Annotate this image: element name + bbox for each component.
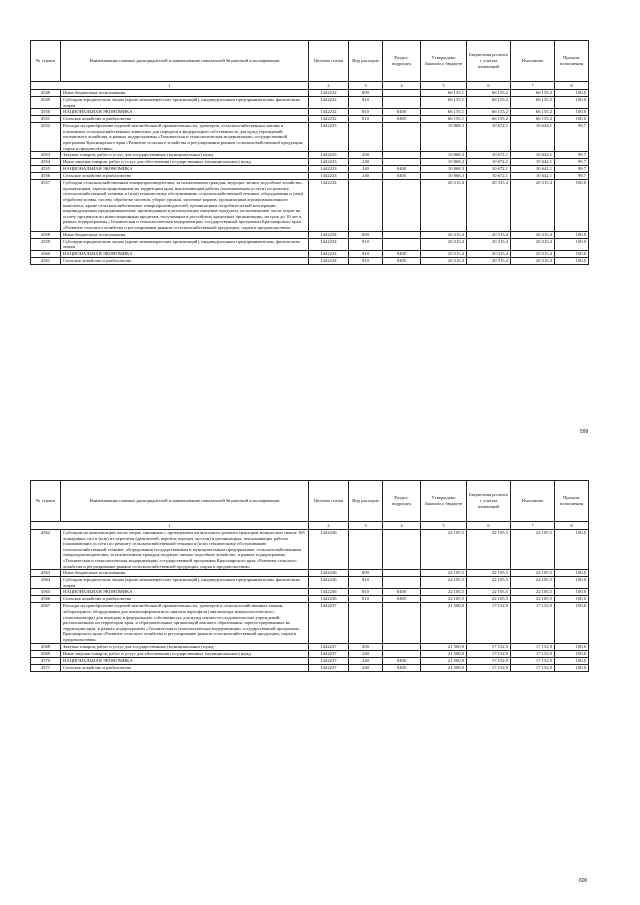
budget-list-cell: 22 105,5 xyxy=(467,596,511,603)
budget-list-cell: 66 155,2 xyxy=(467,116,511,123)
budget-list-cell: 20 315,4 xyxy=(467,231,511,238)
section-cell xyxy=(383,530,421,570)
name-cell: Субсидии юридическим лицам (кроме некоммерческих организаций), индивидуальным предпринимателям, физическим лицам xyxy=(61,97,309,109)
percent-cell: 100,0 xyxy=(555,180,589,231)
table-row xyxy=(31,173,589,180)
row-number-cell: 4562 xyxy=(31,530,61,570)
expense-type-cell: 810 xyxy=(349,250,383,257)
expense-type-cell: 240 xyxy=(349,650,383,657)
expense-type-cell: 800 xyxy=(349,231,383,238)
target-article-cell: 1442236 xyxy=(309,530,349,570)
approved-cell: 20 315,4 xyxy=(421,250,467,257)
name-cell: Иные бюджетные ассигнования xyxy=(61,231,309,238)
column-number: 3 xyxy=(349,82,383,90)
header-budget-list: Бюджетная роспись с учетом изменений xyxy=(467,481,511,522)
percent-cell: 100,0 xyxy=(555,238,589,250)
expense-type-cell xyxy=(349,603,383,643)
row-number-cell: 4551 xyxy=(31,116,61,123)
executed-cell: 10 642,1 xyxy=(511,173,555,180)
target-article-cell: 1442236 xyxy=(309,596,349,603)
budget-list-cell: 66 155,2 xyxy=(467,90,511,97)
column-number: 1 xyxy=(31,522,309,530)
percent-cell: 100,0 xyxy=(555,589,589,596)
table-row xyxy=(31,250,589,257)
section-cell xyxy=(383,123,421,152)
percent-cell: 100,0 xyxy=(555,97,589,109)
name-cell: Сельское хозяйство и рыболовство xyxy=(61,664,309,671)
section-cell xyxy=(383,152,421,159)
column-number: 6 xyxy=(467,82,511,90)
table-row xyxy=(31,650,589,657)
percent-cell: 99,7 xyxy=(555,173,589,180)
name-cell: НАЦИОНАЛЬНАЯ ЭКОНОМИКА xyxy=(61,657,309,664)
executed-cell: 22 105,5 xyxy=(511,577,555,589)
header-section: Раздел, подраздел xyxy=(383,41,421,82)
header-row-number: № строки xyxy=(31,481,61,522)
approved-cell: 22 105,5 xyxy=(421,577,467,589)
approved-cell: 10 868,3 xyxy=(421,152,467,159)
table-row xyxy=(31,570,589,577)
header-executed: Исполнено xyxy=(511,481,555,522)
column-number: 3 xyxy=(349,522,383,530)
name-cell: Сельское хозяйство и рыболовство xyxy=(61,596,309,603)
target-article-cell: 1442233 xyxy=(309,123,349,152)
column-number: 8 xyxy=(555,82,589,90)
section-cell xyxy=(383,570,421,577)
column-number: 7 xyxy=(511,522,555,530)
section-cell xyxy=(383,650,421,657)
header-target-article: Целевая статья xyxy=(309,481,349,522)
column-number: 2 xyxy=(309,82,349,90)
header-percent: Процент исполнения xyxy=(555,481,589,522)
budget-list-cell: 17 152,9 xyxy=(467,664,511,671)
percent-cell: 99,7 xyxy=(555,123,589,152)
column-number: 4 xyxy=(383,522,421,530)
percent-cell: 100,0 xyxy=(555,577,589,589)
budget-list-cell: 10 672,1 xyxy=(467,159,511,166)
executed-cell: 17 152,9 xyxy=(511,657,555,664)
expense-type-cell: 810 xyxy=(349,596,383,603)
target-article-cell: 1442232 xyxy=(309,109,349,116)
column-number: 2 xyxy=(309,522,349,530)
executed-cell: 22 105,5 xyxy=(511,530,555,570)
table-row xyxy=(31,231,589,238)
percent-cell: 100,0 xyxy=(555,530,589,570)
table-row xyxy=(31,152,589,159)
row-number-cell: 4550 xyxy=(31,109,61,116)
approved-cell: 21 500,0 xyxy=(421,603,467,643)
expense-type-cell: 810 xyxy=(349,238,383,250)
target-article-cell: 1442232 xyxy=(309,90,349,97)
percent-cell: 100,0 xyxy=(555,257,589,264)
table-row xyxy=(31,657,589,664)
executed-cell: 22 105,5 xyxy=(511,596,555,603)
table-row xyxy=(31,97,589,109)
table-row xyxy=(31,664,589,671)
percent-cell: 100,0 xyxy=(555,650,589,657)
table-row xyxy=(31,596,589,603)
expense-type-cell: 800 xyxy=(349,570,383,577)
expense-type-cell xyxy=(349,123,383,152)
page-number: 599 xyxy=(580,429,589,435)
expense-type-cell: 810 xyxy=(349,109,383,116)
executed-cell: 20 315,4 xyxy=(511,180,555,231)
budget-list-cell: 10 672,1 xyxy=(467,123,511,152)
target-article-cell: 1442233 xyxy=(309,166,349,173)
section-cell xyxy=(383,90,421,97)
table-row xyxy=(31,577,589,589)
row-number-cell: 4549 xyxy=(31,97,61,109)
target-article-cell: 1442237 xyxy=(309,603,349,643)
row-number-cell: 4565 xyxy=(31,589,61,596)
approved-cell: 10 868,3 xyxy=(421,166,467,173)
page-number: 600 xyxy=(579,878,588,884)
name-cell: НАЦИОНАЛЬНАЯ ЭКОНОМИКА xyxy=(61,166,309,173)
expense-type-cell: 200 xyxy=(349,152,383,159)
header-percent: Процент исполнения xyxy=(555,41,589,82)
percent-cell: 100,0 xyxy=(555,109,589,116)
expense-type-cell: 240 xyxy=(349,173,383,180)
executed-cell: 20 315,4 xyxy=(511,231,555,238)
table-row xyxy=(31,603,589,643)
target-article-cell: 1442236 xyxy=(309,577,349,589)
section-cell: 0405 xyxy=(383,257,421,264)
target-article-cell: 1442233 xyxy=(309,173,349,180)
percent-cell: 100,0 xyxy=(555,90,589,97)
column-numbers-row xyxy=(31,522,589,530)
name-cell: Закупка товаров, работ и услуг для государственных (муниципальных) нужд xyxy=(61,152,309,159)
expense-type-cell: 810 xyxy=(349,97,383,109)
name-cell: Иные закупки товаров, работ и услуг для обеспечения государственных (муниципальных) нужд xyxy=(61,159,309,166)
approved-cell: 20 315,4 xyxy=(421,180,467,231)
expense-type-cell: 240 xyxy=(349,657,383,664)
column-number: 1 xyxy=(31,82,309,90)
expense-type-cell: 800 xyxy=(349,90,383,97)
row-number-cell: 4566 xyxy=(31,596,61,603)
executed-cell: 20 315,4 xyxy=(511,250,555,257)
expense-type-cell: 810 xyxy=(349,589,383,596)
table-row xyxy=(31,643,589,650)
target-article-cell: 1442236 xyxy=(309,589,349,596)
name-cell: Иные закупки товаров, работ и услуг для обеспечения государственных (муниципальных) нужд xyxy=(61,650,309,657)
row-number-cell: 4560 xyxy=(31,250,61,257)
percent-cell: 100,0 xyxy=(555,570,589,577)
row-number-cell: 4548 xyxy=(31,90,61,97)
executed-cell: 17 152,9 xyxy=(511,664,555,671)
executed-cell: 22 105,5 xyxy=(511,570,555,577)
header-name: Наименование главных распорядителей и наименование показателей бюджетной классификации xyxy=(61,481,309,522)
target-article-cell: 1442237 xyxy=(309,643,349,650)
target-article-cell: 1442232 xyxy=(309,116,349,123)
approved-cell: 10 868,3 xyxy=(421,173,467,180)
budget-list-cell: 20 315,4 xyxy=(467,180,511,231)
section-cell: 0405 xyxy=(383,664,421,671)
table-row xyxy=(31,257,589,264)
budget-table-page-600 xyxy=(30,480,588,672)
executed-cell: 20 315,4 xyxy=(511,257,555,264)
expense-type-cell: 200 xyxy=(349,643,383,650)
table-row xyxy=(31,109,589,116)
header-approved: Утверждено Законом о бюджете xyxy=(421,481,467,522)
column-numbers-row xyxy=(31,82,589,90)
budget-list-cell: 17 152,9 xyxy=(467,603,511,643)
name-cell: НАЦИОНАЛЬНАЯ ЭКОНОМИКА xyxy=(61,109,309,116)
section-cell: 0405 xyxy=(383,596,421,603)
percent-cell: 100,0 xyxy=(555,250,589,257)
budget-list-cell: 20 315,4 xyxy=(467,238,511,250)
approved-cell: 66 155,1 xyxy=(421,90,467,97)
percent-cell: 100,0 xyxy=(555,643,589,650)
budget-list-cell: 66 155,2 xyxy=(467,109,511,116)
name-cell: Сельское хозяйство и рыболовство xyxy=(61,116,309,123)
approved-cell: 21 500,0 xyxy=(421,664,467,671)
row-number-cell: 4563 xyxy=(31,570,61,577)
header-budget-list: Бюджетная роспись с учетом изменений xyxy=(467,41,511,82)
table-header xyxy=(31,481,589,522)
budget-list-cell: 22 105,5 xyxy=(467,577,511,589)
column-number: 7 xyxy=(511,82,555,90)
percent-cell: 99,7 xyxy=(555,152,589,159)
row-number-cell: 4558 xyxy=(31,231,61,238)
expense-type-cell xyxy=(349,180,383,231)
budget-table xyxy=(30,480,589,672)
column-number: 5 xyxy=(421,522,467,530)
target-article-cell: 1442233 xyxy=(309,159,349,166)
table-row xyxy=(31,180,589,231)
approved-cell: 21 500,0 xyxy=(421,650,467,657)
table-row xyxy=(31,589,589,596)
table-row xyxy=(31,90,589,97)
section-cell xyxy=(383,180,421,231)
section-cell: 0405 xyxy=(383,173,421,180)
executed-cell: 10 642,1 xyxy=(511,123,555,152)
header-approved: Утверждено Законом о бюджете xyxy=(421,41,467,82)
row-number-cell: 4555 xyxy=(31,166,61,173)
section-cell: 0400 xyxy=(383,109,421,116)
target-article-cell: 1442234 xyxy=(309,231,349,238)
budget-list-cell: 22 105,5 xyxy=(467,570,511,577)
section-cell xyxy=(383,238,421,250)
budget-list-cell: 17 152,9 xyxy=(467,657,511,664)
header-executed: Исполнено xyxy=(511,41,555,82)
row-number-cell: 4552 xyxy=(31,123,61,152)
name-cell: Субсидии юридическим лицам (кроме некоммерческих организаций), индивидуальным предпринимателям, физическим лицам xyxy=(61,238,309,250)
percent-cell: 100,0 xyxy=(555,231,589,238)
executed-cell: 10 642,1 xyxy=(511,152,555,159)
table-body xyxy=(31,90,589,265)
row-number-cell: 4568 xyxy=(31,643,61,650)
executed-cell: 66 155,2 xyxy=(511,109,555,116)
percent-cell: 99,7 xyxy=(555,159,589,166)
executed-cell: 10 642,1 xyxy=(511,166,555,173)
approved-cell: 22 105,5 xyxy=(421,570,467,577)
table-header xyxy=(31,41,589,82)
budget-list-cell: 20 315,4 xyxy=(467,257,511,264)
row-number-cell: 4554 xyxy=(31,159,61,166)
section-cell: 0400 xyxy=(383,657,421,664)
section-cell: 0400 xyxy=(383,250,421,257)
header-target-article: Целевая статья xyxy=(309,41,349,82)
budget-list-cell: 10 672,1 xyxy=(467,152,511,159)
table-row xyxy=(31,123,589,152)
row-number-cell: 4561 xyxy=(31,257,61,264)
budget-list-cell: 20 315,4 xyxy=(467,250,511,257)
name-cell: Расходы на приобретение изделий автомобильной промышленности, тракторов и сельскохозяйственных машин, лабораторного оборудования для иммуноферментного анализа картофеля (анализатора иммунологического, гомогенизатора) для передачи в федеральную собственность для нужд научно-исследовательских учреждений, расположенных на территории края, и образовательных организаций высшего образования, зарегистрированных на территории края, в рамках подпрограммы «Техническая и технологическая модернизация» государственной программы Красноярского края «Развитие сельского хозяйства и регулирование рынков сельскохозяйственной продукции, сырья и продовольствия» xyxy=(61,603,309,643)
row-number-cell: 4570 xyxy=(31,657,61,664)
name-cell: Иные бюджетные ассигнования xyxy=(61,570,309,577)
section-cell xyxy=(383,159,421,166)
approved-cell: 20 315,4 xyxy=(421,238,467,250)
name-cell: Субсидии на компенсацию части затрат, связанных с проведением капитального ремонта тракторов мощностью свыше 165 лошадиных сил и (или) их агрегатов (двигателей, коробок передач, мостов) в организациях, выполняющих работы (оказывающих услуги) по ремонту сельскохозяйственной техники и (или) техническому обслуживанию сельскохозяйственной техники, оборудования государственным и муниципальным предприятиям, сельскохозяйственным товаропроизводителям, за исключением граждан, ведущих личное подсобное хозяйство, в рамках подпрограммы «Техническая и технологическая модернизация» государственной программы Красноярского края «Развитие сельского хозяйства и регулирование рынков сельскохозяйственной продукции, сырья и продовольствия» xyxy=(61,530,309,570)
target-article-cell: 1442237 xyxy=(309,664,349,671)
row-number-cell: 4559 xyxy=(31,238,61,250)
executed-cell: 66 155,2 xyxy=(511,116,555,123)
approved-cell: 20 315,4 xyxy=(421,257,467,264)
expense-type-cell: 240 xyxy=(349,166,383,173)
approved-cell: 22 105,5 xyxy=(421,589,467,596)
approved-cell: 66 155,1 xyxy=(421,97,467,109)
table-row xyxy=(31,238,589,250)
approved-cell: 22 105,5 xyxy=(421,530,467,570)
table-row xyxy=(31,166,589,173)
approved-cell: 21 500,0 xyxy=(421,643,467,650)
row-number-cell: 4564 xyxy=(31,577,61,589)
executed-cell: 10 642,1 xyxy=(511,159,555,166)
target-article-cell: 1442233 xyxy=(309,152,349,159)
expense-type-cell xyxy=(349,530,383,570)
percent-cell: 100,0 xyxy=(555,603,589,643)
section-cell: 0405 xyxy=(383,116,421,123)
executed-cell: 22 105,5 xyxy=(511,589,555,596)
target-article-cell: 1442237 xyxy=(309,650,349,657)
target-article-cell: 1442234 xyxy=(309,257,349,264)
section-cell xyxy=(383,643,421,650)
budget-table xyxy=(30,40,589,265)
budget-list-cell: 17 152,9 xyxy=(467,643,511,650)
executed-cell: 17 152,9 xyxy=(511,603,555,643)
approved-cell: 22 105,5 xyxy=(421,596,467,603)
name-cell: Субсидии сельскохозяйственным товаропроизводителям, за исключением граждан, ведущих личное подсобное хозяйство, организациям, зарегистрированным на территории края, выполняющим работы (оказывающим услуги) по ремонту сельскохозяйственной техники и (или) техническому обслуживанию сельскохозяйственной техники, оборудования и (или) обработке почвы, посеву, обработке посевов, уборке урожая, заготовке кормов, организациям агропромышленного комплекса, кроме сельскохозяйственных товаропроизводителей, организациям потребительской кооперации, индивидуальным предпринимателям, производящим и реализующим пищевые продукты, на возмещение части затрат на уплату процентов по инвестиционным кредитам, полученным в российских кредитных организациях, на срок до 10 лет в рамках подпрограммы «Техническая и технологическая модернизация» государственной программы Красноярского края «Развитие сельского хозяйства и регулирование рынков сельскохозяйственной продукции, сырья и продовольствия» xyxy=(61,180,309,231)
name-cell: Расходы на приобретение изделий автомобильной промышленности, тракторов, сельскохозяйственных машин и племенных сельскохозяйственных животных для передачи в федеральную собственность для нужд учреждений охотничьего хозяйства, в рамках подпрограммы «Техническая и технологическая модернизация» государственной программы Красноярского края «Развитие сельского хозяйства и регулирование рынков сельскохозяйственной продукции, сырья и продовольствия» xyxy=(61,123,309,152)
percent-cell: 100,0 xyxy=(555,116,589,123)
executed-cell: 20 315,4 xyxy=(511,238,555,250)
section-cell xyxy=(383,97,421,109)
column-number: 5 xyxy=(421,82,467,90)
header-name: Наименование главных распорядителей и наименование показателей бюджетной классификации xyxy=(61,41,309,82)
budget-list-cell: 17 152,9 xyxy=(467,650,511,657)
header-section: Раздел, подраздел xyxy=(383,481,421,522)
budget-table-page-599 xyxy=(30,40,588,265)
expense-type-cell: 240 xyxy=(349,159,383,166)
name-cell: Сельское хозяйство и рыболовство xyxy=(61,257,309,264)
table-row xyxy=(31,159,589,166)
percent-cell: 99,7 xyxy=(555,166,589,173)
table-row xyxy=(31,116,589,123)
section-cell: 0400 xyxy=(383,589,421,596)
executed-cell: 17 152,9 xyxy=(511,643,555,650)
executed-cell: 66 155,2 xyxy=(511,97,555,109)
row-number-cell: 4556 xyxy=(31,173,61,180)
name-cell: Сельское хозяйство и рыболовство xyxy=(61,173,309,180)
budget-list-cell: 10 672,1 xyxy=(467,166,511,173)
percent-cell: 100,0 xyxy=(555,657,589,664)
name-cell: НАЦИОНАЛЬНАЯ ЭКОНОМИКА xyxy=(61,250,309,257)
header-row-number: № строки xyxy=(31,41,61,82)
name-cell: Иные бюджетные ассигнования xyxy=(61,90,309,97)
budget-list-cell: 22 105,5 xyxy=(467,589,511,596)
budget-list-cell: 66 155,2 xyxy=(467,97,511,109)
name-cell: Субсидии юридическим лицам (кроме некоммерческих организаций), индивидуальным предпринимателям, физическим лицам xyxy=(61,577,309,589)
row-number-cell: 4569 xyxy=(31,650,61,657)
expense-type-cell: 810 xyxy=(349,257,383,264)
approved-cell: 66 155,1 xyxy=(421,116,467,123)
budget-list-cell: 22 105,5 xyxy=(467,530,511,570)
target-article-cell: 1442232 xyxy=(309,97,349,109)
executed-cell: 66 155,2 xyxy=(511,90,555,97)
percent-cell: 100,0 xyxy=(555,664,589,671)
table-body xyxy=(31,530,589,672)
section-cell xyxy=(383,603,421,643)
approved-cell: 66 155,1 xyxy=(421,109,467,116)
approved-cell: 21 500,0 xyxy=(421,657,467,664)
header-expense-type: Вид расходов xyxy=(349,481,383,522)
percent-cell: 100,0 xyxy=(555,596,589,603)
column-number: 4 xyxy=(383,82,421,90)
budget-list-cell: 10 672,1 xyxy=(467,173,511,180)
approved-cell: 20 315,4 xyxy=(421,231,467,238)
row-number-cell: 4567 xyxy=(31,603,61,643)
executed-cell: 17 152,9 xyxy=(511,650,555,657)
column-number: 6 xyxy=(467,522,511,530)
expense-type-cell: 810 xyxy=(349,116,383,123)
table-row xyxy=(31,530,589,570)
column-number: 8 xyxy=(555,522,589,530)
target-article-cell: 1442234 xyxy=(309,238,349,250)
target-article-cell: 1442237 xyxy=(309,657,349,664)
section-cell: 0400 xyxy=(383,166,421,173)
row-number-cell: 4557 xyxy=(31,180,61,231)
expense-type-cell: 240 xyxy=(349,664,383,671)
row-number-cell: 4571 xyxy=(31,664,61,671)
header-expense-type: Вид расходов xyxy=(349,41,383,82)
expense-type-cell: 810 xyxy=(349,577,383,589)
section-cell xyxy=(383,577,421,589)
target-article-cell: 1442234 xyxy=(309,250,349,257)
approved-cell: 10 868,3 xyxy=(421,123,467,152)
target-article-cell: 1442236 xyxy=(309,570,349,577)
name-cell: Закупка товаров, работ и услуг для государственных (муниципальных) нужд xyxy=(61,643,309,650)
name-cell: НАЦИОНАЛЬНАЯ ЭКОНОМИКА xyxy=(61,589,309,596)
section-cell xyxy=(383,231,421,238)
row-number-cell: 4553 xyxy=(31,152,61,159)
approved-cell: 10 868,3 xyxy=(421,159,467,166)
target-article-cell: 1442234 xyxy=(309,180,349,231)
